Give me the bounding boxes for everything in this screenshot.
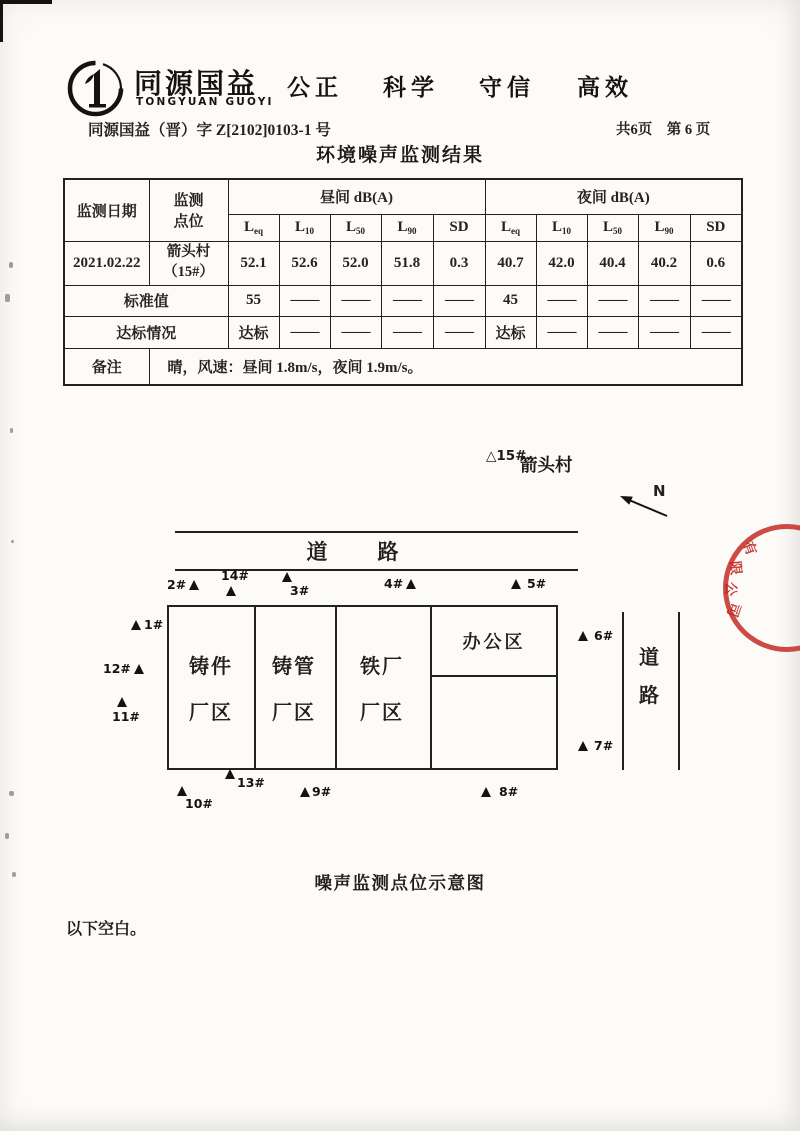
scan-speck bbox=[11, 540, 14, 543]
cell-standard: 55 bbox=[228, 285, 279, 316]
compliance-label: 达标情况 bbox=[64, 316, 228, 348]
scan-speck bbox=[9, 262, 13, 268]
cell-standard: 45 bbox=[485, 285, 536, 316]
remark-value: 晴，风速：昼间 1.8m/s，夜间 1.9m/s。 bbox=[149, 348, 742, 385]
header-l90 bbox=[638, 214, 690, 241]
header-l10 bbox=[536, 214, 587, 241]
header-day-group: 昼间 dB(A) bbox=[228, 179, 485, 214]
metric-base: L bbox=[294, 219, 305, 235]
slogan-word: 公正 bbox=[287, 75, 343, 101]
page-title: 环境噪声监测结果 bbox=[315, 145, 484, 166]
triangle-marker-icon bbox=[406, 579, 416, 589]
metric-base: L bbox=[243, 219, 254, 235]
zone-label-line: 铸管 bbox=[272, 654, 316, 678]
scan-speck bbox=[5, 294, 10, 302]
header-l90 bbox=[381, 214, 433, 241]
cell-dash: —— bbox=[690, 285, 742, 316]
stamp-char: 限 bbox=[726, 560, 744, 576]
cell-dash: —— bbox=[330, 285, 381, 316]
zone-divider bbox=[254, 607, 256, 768]
cell-dash: —— bbox=[587, 285, 638, 316]
cell-value: 40.4 bbox=[587, 241, 638, 285]
cell-dash: —— bbox=[638, 285, 690, 316]
zone-label-line: 铁厂 bbox=[360, 654, 404, 678]
metric-sub: 50 bbox=[356, 226, 365, 236]
point-label: 14# bbox=[221, 568, 249, 583]
triangle-marker-icon bbox=[117, 697, 127, 707]
metric-sub: 10 bbox=[305, 226, 314, 236]
site-id: （15#） bbox=[163, 264, 214, 280]
slogan-word: 守信 bbox=[479, 75, 535, 101]
metric-sub: 10 bbox=[562, 226, 572, 236]
cell-dash: —— bbox=[536, 285, 587, 316]
cell-dash: —— bbox=[279, 285, 330, 316]
cell-site bbox=[149, 241, 228, 285]
monitor-point-6 bbox=[578, 628, 613, 643]
header-leq bbox=[485, 214, 536, 241]
stamp-char: 司 bbox=[723, 600, 743, 619]
slogan-word: 高效 bbox=[577, 75, 633, 101]
standard-row bbox=[64, 285, 742, 316]
road-right-char: 道 bbox=[639, 645, 659, 669]
cell-value: 52.1 bbox=[228, 241, 279, 285]
brand-name-latin: TONGYUAN GUOYI bbox=[136, 96, 274, 108]
metric-sub: 90 bbox=[664, 226, 674, 236]
metric-base: SD bbox=[706, 219, 726, 235]
triangle-marker-icon bbox=[226, 586, 236, 596]
triangle-marker-icon bbox=[578, 631, 588, 641]
scan-edge-mark bbox=[0, 0, 52, 4]
metric-base: SD bbox=[449, 219, 469, 235]
point-label: 3# bbox=[290, 583, 310, 598]
compliance-row bbox=[64, 316, 742, 348]
road-right-line bbox=[678, 612, 680, 770]
metric-base: L bbox=[654, 219, 665, 235]
village-name: 箭头村 bbox=[520, 456, 573, 476]
zone-label-line: 厂区 bbox=[189, 700, 233, 724]
header-date: 监测日期 bbox=[64, 179, 149, 241]
monitor-point-9 bbox=[300, 784, 331, 799]
noise-results-table bbox=[63, 178, 741, 386]
slogan-word: 科学 bbox=[383, 75, 439, 101]
cell-dash: —— bbox=[638, 316, 690, 348]
monitor-point-1 bbox=[131, 617, 163, 632]
point-label: 9# bbox=[312, 784, 332, 799]
monitor-point-12 bbox=[103, 661, 144, 676]
zone-label-line: 铸件 bbox=[189, 654, 233, 678]
remark-label: 备注 bbox=[64, 348, 149, 385]
cell-value: 52.6 bbox=[279, 241, 330, 285]
metric-base: L bbox=[603, 219, 614, 235]
point-label: 11# bbox=[112, 709, 140, 724]
cell-dash: —— bbox=[381, 285, 433, 316]
header-leq bbox=[228, 214, 279, 241]
cell-date: 2021.02.22 bbox=[64, 241, 149, 285]
point-label: 6# bbox=[594, 628, 614, 643]
site-name: 箭头村 bbox=[166, 244, 211, 261]
scan-speck bbox=[5, 833, 9, 839]
document-number: 同源国益（晋）字 Z[2102]0103-1 号 bbox=[88, 122, 331, 139]
brand-name: 同源国益 bbox=[134, 67, 259, 100]
header-site-line2: 点位 bbox=[173, 214, 204, 231]
cell-compliance: 达标 bbox=[228, 316, 279, 348]
zone-pipe bbox=[263, 643, 325, 735]
monitor-point-2 bbox=[167, 577, 199, 592]
header-l10 bbox=[279, 214, 330, 241]
monitor-point-5 bbox=[511, 576, 546, 591]
cell-dash: —— bbox=[587, 316, 638, 348]
triangle-marker-icon bbox=[131, 620, 141, 630]
road-top-label: 道路 bbox=[306, 540, 449, 564]
triangle-marker-icon bbox=[300, 787, 310, 797]
triangle-marker-icon bbox=[225, 769, 235, 779]
triangle-marker-icon bbox=[511, 579, 521, 589]
road-top bbox=[175, 531, 578, 571]
metric-sub: eq bbox=[511, 226, 521, 236]
point-label: 13# bbox=[237, 775, 265, 790]
cell-dash: —— bbox=[381, 316, 433, 348]
cell-value: 52.0 bbox=[330, 241, 381, 285]
zone-casting bbox=[180, 643, 242, 735]
zone-divider bbox=[335, 607, 337, 768]
office-area: 办公区 bbox=[430, 607, 558, 677]
cell-compliance: 达标 bbox=[485, 316, 536, 348]
red-stamp bbox=[700, 508, 800, 672]
metric-base: L bbox=[397, 219, 408, 235]
monitor-point-4 bbox=[384, 576, 416, 591]
triangle-marker-icon bbox=[189, 580, 199, 590]
standard-label: 标准值 bbox=[64, 285, 228, 316]
cell-dash: —— bbox=[330, 316, 381, 348]
metric-sub: 90 bbox=[407, 226, 417, 236]
point-label: 7# bbox=[594, 738, 614, 753]
metric-sub: 50 bbox=[613, 226, 623, 236]
scan-edge-mark bbox=[0, 0, 3, 42]
point-label: 12# bbox=[103, 661, 131, 676]
trailing-note: 以下空白。 bbox=[66, 921, 147, 938]
cell-value: 0.3 bbox=[433, 241, 485, 285]
cell-dash: —— bbox=[433, 316, 485, 348]
triangle-marker-icon bbox=[481, 787, 491, 797]
data-row bbox=[64, 241, 742, 285]
north-label: N bbox=[653, 482, 666, 500]
road-right bbox=[630, 638, 668, 714]
point-label: 2# bbox=[167, 577, 187, 592]
remark-row bbox=[64, 348, 742, 385]
header-l50 bbox=[587, 214, 638, 241]
metric-base: L bbox=[552, 219, 563, 235]
cell-dash: —— bbox=[536, 316, 587, 348]
cell-dash: —— bbox=[433, 285, 485, 316]
header-sd bbox=[433, 214, 485, 241]
header-sd bbox=[690, 214, 742, 241]
diagram-caption: 噪声监测点位示意图 bbox=[314, 873, 486, 893]
point-label: 4# bbox=[384, 576, 404, 591]
cell-value: 40.7 bbox=[485, 241, 536, 285]
monitor-point-7 bbox=[578, 738, 613, 753]
road-right-char: 路 bbox=[639, 683, 659, 707]
triangle-marker-icon bbox=[282, 572, 292, 582]
stamp-char: 公 bbox=[721, 581, 739, 597]
metric-sub: eq bbox=[254, 226, 263, 236]
cell-value: 51.8 bbox=[381, 241, 433, 285]
metric-base: L bbox=[345, 219, 356, 235]
point-label: 10# bbox=[185, 796, 213, 811]
point-label: 1# bbox=[144, 617, 164, 632]
metric-base: L bbox=[501, 219, 512, 235]
scan-speck bbox=[10, 428, 13, 433]
cell-value: 40.2 bbox=[638, 241, 690, 285]
header-night-group: 夜间 dB(A) bbox=[485, 179, 742, 214]
zone-label-line: 厂区 bbox=[272, 700, 316, 724]
tongyuan-logo-icon bbox=[67, 60, 124, 117]
point-label: 5# bbox=[527, 576, 547, 591]
page-count: 共6页 第 6 页 bbox=[616, 122, 711, 138]
village-point-15-marker: △15# bbox=[486, 448, 527, 464]
cell-dash: —— bbox=[690, 316, 742, 348]
stamp-char: 有 bbox=[739, 538, 760, 558]
header-l50 bbox=[330, 214, 381, 241]
factory-layout bbox=[167, 605, 558, 770]
cell-dash: —— bbox=[279, 316, 330, 348]
header-site bbox=[149, 179, 228, 241]
scan-speck bbox=[9, 791, 14, 796]
point-label: 8# bbox=[499, 784, 519, 799]
cell-value: 0.6 bbox=[690, 241, 742, 285]
cell-value: 42.0 bbox=[536, 241, 587, 285]
header-site-line1: 监测 bbox=[173, 193, 204, 210]
triangle-marker-icon bbox=[177, 786, 187, 796]
triangle-marker-icon bbox=[134, 664, 144, 674]
zone-label-line: 厂区 bbox=[360, 700, 404, 724]
zone-iron bbox=[351, 643, 413, 735]
road-right-line bbox=[622, 612, 624, 770]
triangle-marker-icon bbox=[578, 741, 588, 751]
monitor-point-8 bbox=[481, 784, 518, 799]
